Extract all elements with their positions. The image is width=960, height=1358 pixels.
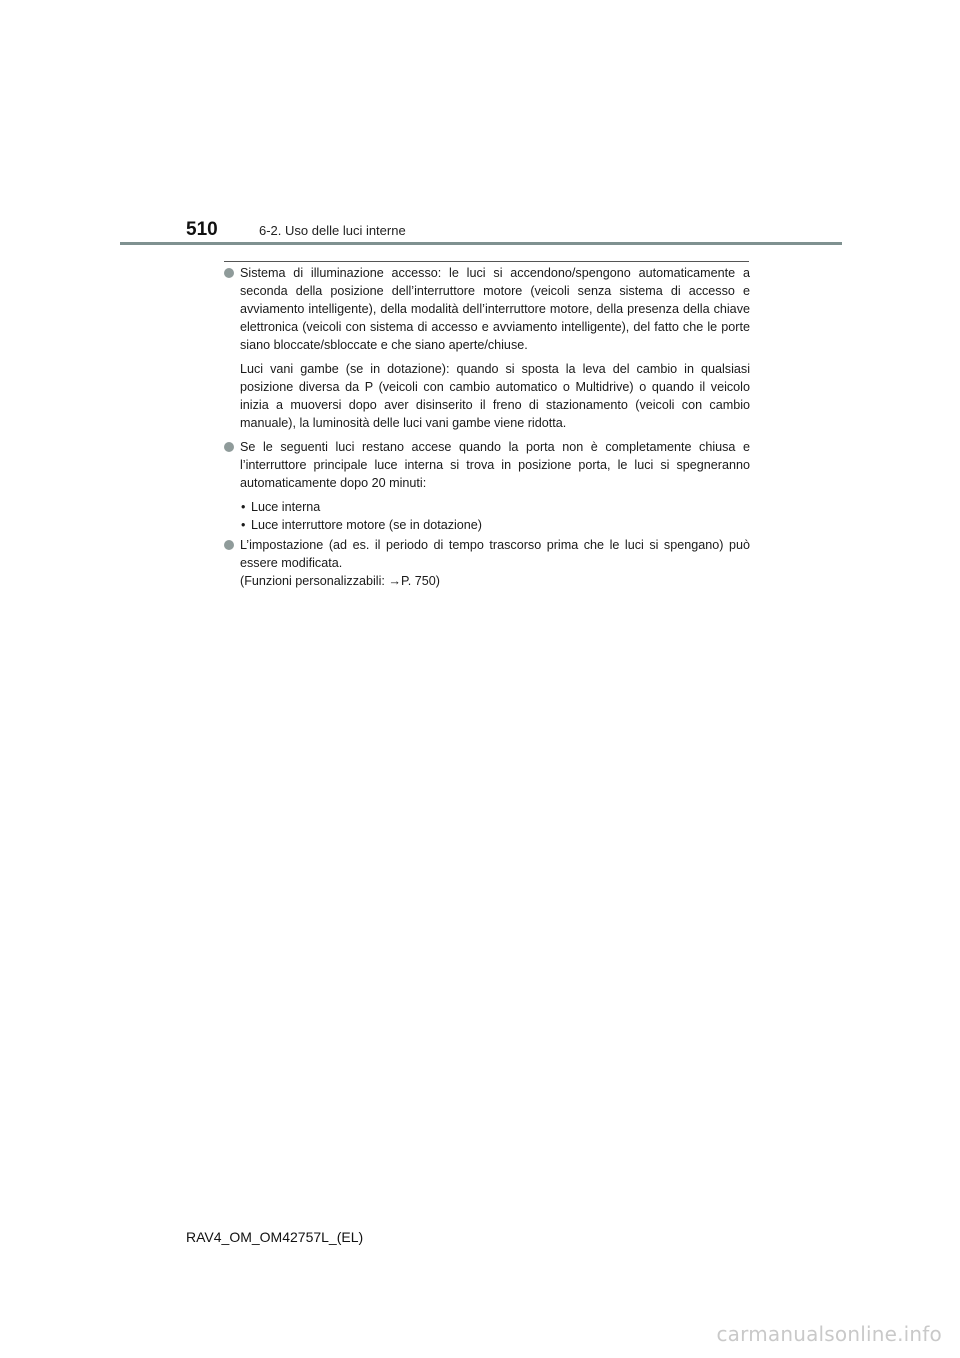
list-item xyxy=(240,516,750,534)
bullet-text: Sistema di illuminazione accesso: le luci si accendono/spengono automaticamente a seconda della posizione dell’interruttore motore (veicoli senza sistema di accesso e avviamento intelligente), della modalità dell’interruttore motore, della presenza della chiave elettronica (veicoli con sistema di accesso e avviamento intelligente), del fatto che le porte siano bloccate/sbloccate e che siano aperte/chiuse. xyxy=(240,266,750,352)
sub-list xyxy=(224,498,750,534)
footwell-note: Luci vani gambe (se in dotazione): quando si sposta la leva del cambio in qualsiasi posizione diversa da P (veicoli con cambio automatico o Multidrive) o quando il veicolo inizia a muoversi dopo aver disinserito il freno di stazionamento (veicoli con cambio manuale), la luminosità delle luci vani gambe viene ridotta. xyxy=(240,362,750,430)
header-divider xyxy=(120,242,842,245)
bullet-text: L’impostazione (ad es. il periodo di tempo trascorso prima che le luci si spengano) può essere modificata. xyxy=(240,538,750,570)
content-top-divider xyxy=(224,261,749,262)
sub-item-text: Luce interna xyxy=(251,500,321,514)
bullet-icon xyxy=(224,268,234,278)
bullet-icon xyxy=(224,442,234,452)
bullet-text: Se le seguenti luci restano accese quando la porta non è completamente chiusa e l’interruttore principale luce interna si trova in posizione porta, le luci si spegneranno automaticamente dopo 20 minuti: xyxy=(240,440,750,490)
bullet-item-illumination xyxy=(224,264,750,354)
bullet-item-customization xyxy=(224,536,750,590)
section-title: 6-2. Uso delle luci interne xyxy=(259,223,406,238)
document-code: RAV4_OM_OM42757L_(EL) xyxy=(186,1229,364,1245)
bullet-item-auto-off xyxy=(224,438,750,492)
sub-item-text: Luce interruttore motore (se in dotazione) xyxy=(251,518,483,532)
customization-reference: (Funzioni personalizzabili: →P. 750) xyxy=(240,574,440,588)
bullet-dot-icon: • xyxy=(241,518,246,532)
bullet-dot-icon: • xyxy=(241,500,246,514)
content-body xyxy=(224,264,750,590)
page-number: 510 xyxy=(186,219,218,240)
bullet-icon xyxy=(224,540,234,550)
watermark: carmanualsonline.info xyxy=(716,1322,942,1346)
list-item xyxy=(240,498,750,516)
